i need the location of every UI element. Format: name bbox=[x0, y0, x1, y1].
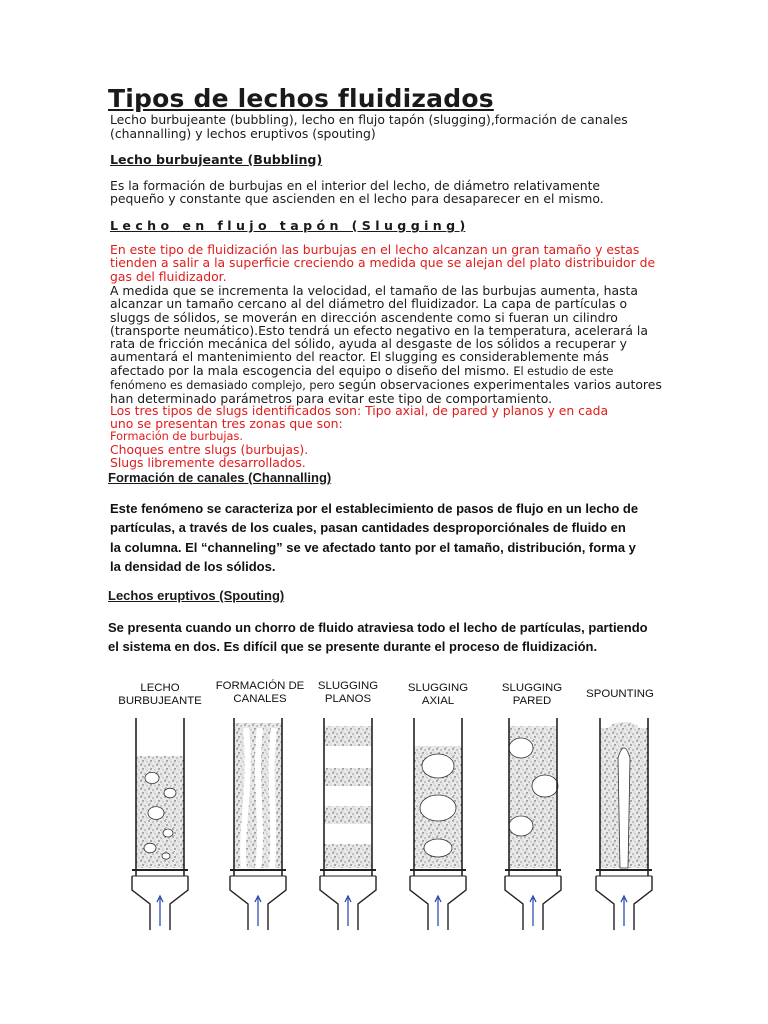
page-title: Tipos de lechos fluidizados bbox=[108, 84, 494, 113]
column-4 bbox=[410, 718, 466, 930]
wall-slug bbox=[509, 738, 533, 758]
bubble bbox=[144, 843, 156, 853]
bubbling-text: Es la formación de burbujas en el interior del lecho, de diámetro relativamente pequeño y constante que ascienden en el lecho para desaparecer en el mismo. bbox=[110, 178, 604, 207]
zone-item: Formación de burbujas. bbox=[110, 430, 243, 443]
slugging-text-small: El estudio de este fenómeno es demasiado complejo, pero bbox=[110, 364, 614, 393]
particle-layer bbox=[324, 726, 372, 746]
slugging-text bbox=[110, 284, 662, 406]
column-5 bbox=[505, 718, 561, 930]
bubbling-heading: Lecho burbujeante (Bubbling) bbox=[110, 152, 323, 167]
bubble bbox=[145, 772, 159, 783]
channalling-heading: Formación de canales (Channalling) bbox=[108, 470, 332, 485]
bubble bbox=[163, 829, 173, 837]
slugging-heading: L e c h o e n f l u j o t a p ó n ( S l u g g i n g ) bbox=[110, 218, 466, 233]
bubble bbox=[162, 853, 170, 859]
zone-item: Slugs libremente desarrollados. bbox=[110, 455, 306, 470]
particle-layer bbox=[324, 768, 372, 786]
figure-label: FORMACIÓN DE CANALES bbox=[215, 680, 305, 705]
axial-slug bbox=[424, 839, 452, 857]
slugging-text-a: A medida que se incrementa la velocidad, el tamaño de las burbujas aumenta, hasta alcanzar un tamaño cercano al del diámetro del fluidizador. La capa de partículas o sluggs de sólidos, se moverán en dirección ascendente como si fueran un cilindro (transporte neumático).Esto tendrá un efecto negativo en la temperatura, acelerará la rata de fricción mecánica del sólido, ayuda al desgaste de los sólidos a recuperar y aumentará el mantenimiento del reactor. El slugging es considerablemente más afectado por la mala escogencia del equipo o diseño del mismo. bbox=[110, 283, 648, 378]
slugging-text-b: según observaciones experimentales varios autores han determinado parámetros para evitar este tipo de comportamiento. bbox=[110, 377, 662, 407]
fountain bbox=[608, 722, 640, 738]
intro-text: Lecho burbujeante (bubbling), lecho en flujo tapón (slugging),formación de canales (channalling) y lechos eruptivos (spouting) bbox=[110, 112, 628, 141]
bubble bbox=[164, 788, 176, 798]
spout bbox=[618, 748, 630, 868]
axial-slug bbox=[420, 795, 456, 821]
particle-layer bbox=[324, 806, 372, 824]
figure-label: SPOUNTING bbox=[586, 688, 654, 700]
wall-slug bbox=[509, 816, 533, 836]
zone-item: Choques entre slugs (burbujas). bbox=[110, 442, 309, 457]
figure-drawing bbox=[108, 668, 660, 934]
bubble bbox=[148, 807, 164, 820]
column-2 bbox=[230, 718, 286, 930]
column-6 bbox=[596, 718, 652, 930]
slugging-red-intro: En este tipo de fluidización las burbujas en el lecho alcanzan un gran tamaño y estas tienden a salir a la superficie creciendo a medida que se alejan del plato distribuidor de gas del fluidizador. bbox=[110, 242, 656, 284]
wall-slug bbox=[532, 775, 558, 797]
channalling-text: Este fenómeno se caracteriza por el establecimiento de pasos de flujo en un lecho de partículas, a través de los cuales, pasan cantidades desproporciónales de fluido en la columna. El “channeling” se ve afectado tanto por el tamaño, distribución, forma y la densidad de los sólidos. bbox=[110, 501, 639, 574]
channel bbox=[258, 728, 260, 868]
spouting-text: Se presenta cuando un chorro de fluido atraviesa todo el lecho de partículas, partiendo el sistema en dos. Es difícil que se presente durante el proceso de fluidización. bbox=[108, 620, 648, 655]
column-1 bbox=[132, 718, 188, 930]
particle-layer bbox=[324, 844, 372, 868]
figure-label: SLUGGING AXIAL bbox=[407, 682, 469, 707]
fluidized-beds-figure bbox=[108, 668, 660, 934]
figure-label: SLUGGING PARED bbox=[501, 682, 563, 707]
figure-label: SLUGGING PLANOS bbox=[317, 680, 379, 705]
channel bbox=[272, 728, 274, 868]
column-3 bbox=[320, 718, 376, 930]
axial-slug bbox=[422, 754, 454, 778]
figure-label: LECHO BURBUJEANTE bbox=[118, 682, 202, 707]
slug-types-intro: Los tres tipos de slugs identificados son: Tipo axial, de pared y planos y en cada uno se presentan tres zonas que son: bbox=[110, 403, 609, 432]
spouting-heading: Lechos eruptivos (Spouting) bbox=[108, 588, 285, 603]
